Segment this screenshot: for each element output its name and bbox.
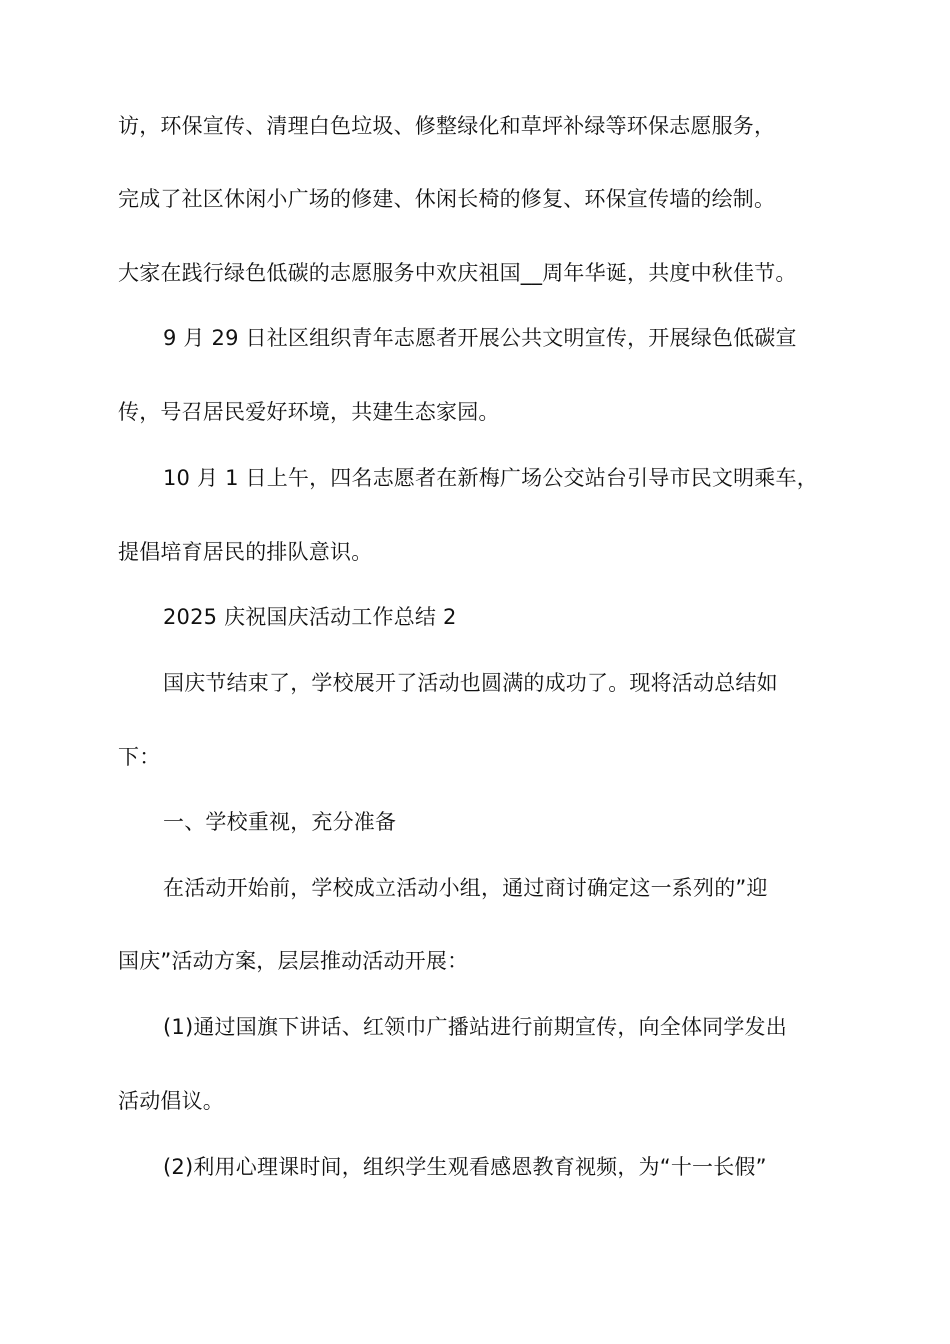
section-heading: 2025 庆祝国庆活动工作总结 2 [163, 605, 457, 629]
paragraph-line: 10 月 1 日上午，四名志愿者在新梅广场公交站台引导市民文明乘车， [163, 466, 818, 490]
paragraph-line: 大家在践行绿色低碳的志愿服务中欢庆祖国__周年华诞，共度中秋佳节。 [118, 261, 797, 285]
section-heading: 一、学校重视，充分准备 [163, 810, 397, 834]
paragraph-line: 提倡培育居民的排队意识。 [118, 540, 373, 564]
paragraph-line: 下： [118, 745, 161, 769]
paragraph-line: 9 月 29 日社区组织青年志愿者开展公共文明宣传，开展绿色低碳宣 [163, 326, 797, 350]
paragraph-line: 传，号召居民爱好环境，共建生态家园。 [118, 400, 500, 424]
paragraph-line: 完成了社区休闲小广场的修建、休闲长椅的修复、环保宣传墙的绘制。 [118, 187, 776, 211]
paragraph-line: 国庆节结束了，学校展开了活动也圆满的成功了。现将活动总结如 [163, 671, 778, 695]
paragraph-line: 在活动开始前，学校成立活动小组，通过商讨确定这一系列的”迎 [163, 876, 768, 900]
paragraph-line: 国庆”活动方案，层层推动活动开展： [118, 949, 469, 973]
list-item: (2)利用心理课时间，组织学生观看感恩教育视频，为“十一长假” [163, 1155, 767, 1179]
list-item: (1)通过国旗下讲话、红领巾广播站进行前期宣传，向全体同学发出 [163, 1015, 787, 1039]
paragraph-line: 访，环保宣传、清理白色垃圾、修整绿化和草坪补绿等环保志愿服务， [118, 114, 776, 138]
paragraph-line: 活动倡议。 [118, 1089, 224, 1113]
